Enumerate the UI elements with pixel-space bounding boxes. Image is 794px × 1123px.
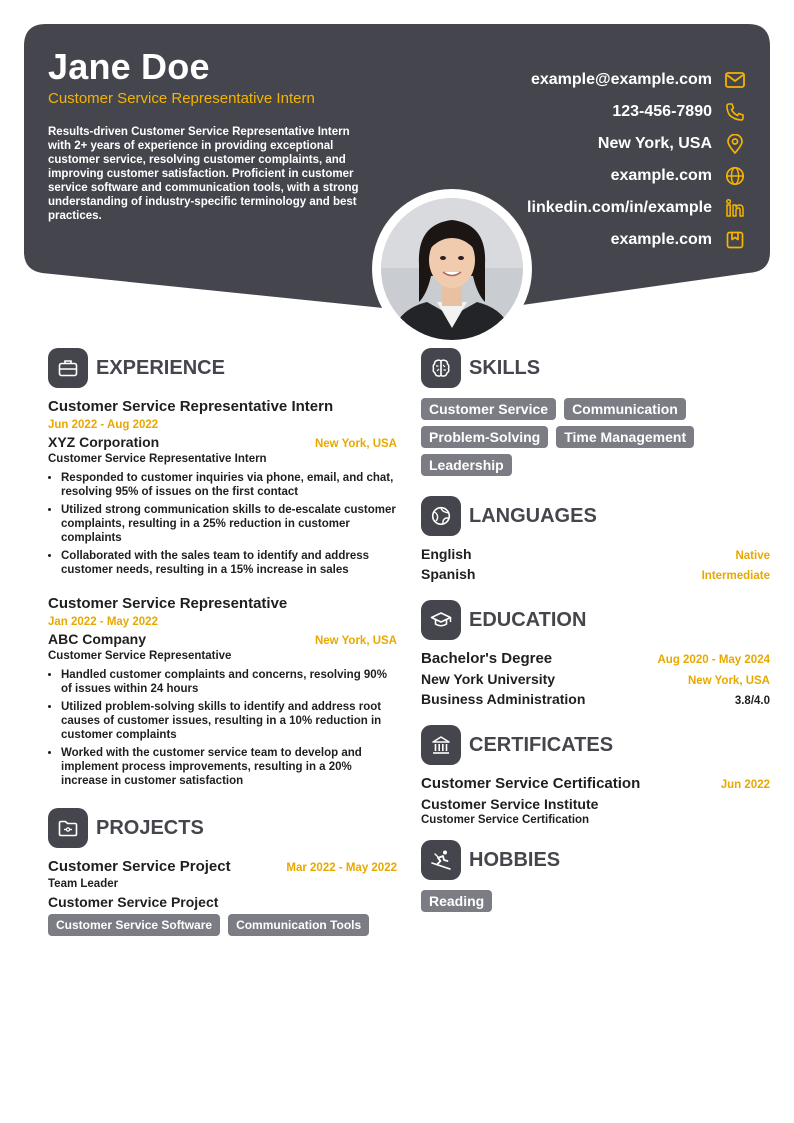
certificate-issuer: Customer Service Institute	[421, 796, 599, 812]
job-company-row	[48, 631, 397, 647]
skill-tag: Time Management	[556, 426, 694, 448]
job-bullets	[48, 471, 397, 577]
education-degree-row	[421, 650, 770, 667]
candidate-name: Jane Doe	[48, 46, 210, 87]
hobby-tag: Reading	[421, 890, 492, 912]
languages-header	[421, 496, 770, 536]
project-name: Customer Service Project	[48, 858, 231, 875]
job-company: XYZ Corporation	[48, 434, 160, 450]
job-position: Customer Service Representative Intern	[48, 453, 267, 465]
project-role: Team Leader	[48, 878, 119, 890]
language-level: Intermediate	[701, 570, 770, 582]
experience-header	[48, 348, 397, 388]
right-column	[421, 348, 770, 912]
experience-title: EXPERIENCE	[96, 356, 225, 379]
job-company: ABC Company	[48, 631, 147, 647]
summary-text: Results-driven Customer Service Representative Intern with 2+ years of experience in providing exceptional customer service, resolving customer complaints, and improving customer satisfaction. Proficient in customer service software and communication tools, with a strong understanding of industry-specific terminology and best practices.	[48, 126, 359, 222]
skill-tag: Customer Service	[421, 398, 556, 420]
experience-item	[48, 398, 397, 577]
contact-phone-text[interactable]: 123-456-7890	[612, 103, 712, 120]
job-bullet: • Utilized strong communication skills to de-escalate customer complaints, resulting in a 25% reduction in customer complaints	[61, 503, 397, 545]
project-dates: Mar 2022 - May 2022	[286, 862, 397, 874]
job-bullet: • Utilized problem-solving skills to identify and address root causes of customer issues, resulting in a 10% reduction in customer complaints	[61, 700, 397, 742]
skiing-icon	[421, 840, 461, 880]
left-column	[48, 348, 397, 936]
education-field: Business Administration	[421, 691, 586, 707]
job-title: Customer Service Representative	[48, 595, 288, 612]
certificates-title: CERTIFICATES	[469, 733, 614, 756]
project-description: Customer Service Project	[48, 894, 219, 910]
job-bullets	[48, 668, 397, 788]
project-item	[48, 858, 397, 936]
profile-photo	[381, 198, 523, 340]
education-dates: Aug 2020 - May 2024	[657, 654, 770, 666]
skills-header	[421, 348, 770, 388]
phone-icon	[724, 101, 746, 123]
job-position: Customer Service Representative	[48, 650, 232, 662]
projects-header	[48, 808, 397, 848]
education-header	[421, 600, 770, 640]
graduation-cap-icon	[421, 600, 461, 640]
briefcase-icon	[48, 348, 88, 388]
contact-linkedin-text[interactable]: linkedin.com/in/example	[527, 199, 712, 216]
education-school: New York University	[421, 671, 556, 687]
candidate-role: Customer Service Representative Intern	[48, 90, 315, 107]
contact-website[interactable]	[446, 160, 746, 192]
location-pin-icon	[724, 133, 746, 155]
contact-email-text[interactable]: example@example.com	[530, 71, 712, 88]
contact-website-text[interactable]: example.com	[610, 167, 712, 184]
job-dates: Jan 2022 - May 2022	[48, 616, 158, 628]
education-title: EDUCATION	[469, 608, 587, 631]
project-title-row	[48, 858, 397, 875]
contact-portfolio-text[interactable]: example.com	[610, 231, 712, 248]
certificates-header	[421, 725, 770, 765]
skill-tag: Communication	[564, 398, 686, 420]
skills-title: SKILLS	[469, 356, 541, 379]
projects-title: PROJECTS	[96, 816, 204, 839]
job-location: New York, USA	[314, 635, 397, 647]
hobby-tags	[421, 890, 770, 912]
language-row	[421, 566, 770, 586]
certificate-name: Customer Service Certification	[421, 775, 641, 792]
job-title: Customer Service Representative Intern	[48, 398, 334, 415]
project-tag: Communication Tools	[228, 914, 369, 936]
institution-icon	[421, 725, 461, 765]
skill-tag: Leadership	[421, 454, 512, 476]
mail-icon	[724, 69, 746, 91]
job-dates: Jun 2022 - Aug 2022	[48, 419, 159, 431]
globe-icon	[724, 165, 746, 187]
education-school-row	[421, 671, 770, 687]
certificate-date: Jun 2022	[720, 779, 770, 791]
language-row	[421, 546, 770, 566]
job-company-row	[48, 434, 397, 450]
education-gpa: 3.8/4.0	[734, 695, 770, 707]
languages-title: LANGUAGES	[469, 504, 597, 527]
folder-icon	[48, 808, 88, 848]
project-tag: Customer Service Software	[48, 914, 220, 936]
job-location: New York, USA	[314, 438, 397, 450]
experience-item	[48, 595, 397, 788]
job-bullet: • Handled customer complaints and concerns, resolving 90% of issues within 24 hours	[61, 668, 397, 696]
contact-location-text: New York, USA	[597, 135, 712, 152]
job-bullet: • Collaborated with the sales team to identify and address customer needs, resulting in a 15% increase in sales	[61, 549, 397, 577]
language-name: English	[421, 546, 472, 562]
language-level: Native	[735, 550, 770, 562]
contact-email[interactable]	[446, 64, 746, 96]
job-bullet: • Responded to customer inquiries via phone, email, and chat, resolving 95% of issues on the first contact	[61, 471, 397, 499]
language-name: Spanish	[421, 566, 476, 582]
skill-tags	[421, 398, 770, 476]
linkedin-icon	[724, 197, 746, 219]
education-field-row	[421, 691, 770, 707]
contact-phone[interactable]	[446, 96, 746, 128]
certificate-row	[421, 775, 770, 792]
hobbies-header	[421, 840, 770, 880]
language-globe-icon	[421, 496, 461, 536]
education-location: New York, USA	[687, 675, 770, 687]
brain-icon	[421, 348, 461, 388]
job-bullet: • Worked with the customer service team to develop and implement process improvements, resulting in a 20% increase in customer satisfaction	[61, 746, 397, 788]
project-tags	[48, 914, 397, 936]
skill-tag: Problem-Solving	[421, 426, 548, 448]
bookmark-icon	[724, 229, 746, 251]
hobbies-title: HOBBIES	[469, 848, 561, 871]
education-degree: Bachelor's Degree	[421, 650, 553, 667]
certificate-detail: Customer Service Certification	[421, 814, 590, 826]
contact-location	[446, 128, 746, 160]
resume-header	[0, 0, 794, 360]
